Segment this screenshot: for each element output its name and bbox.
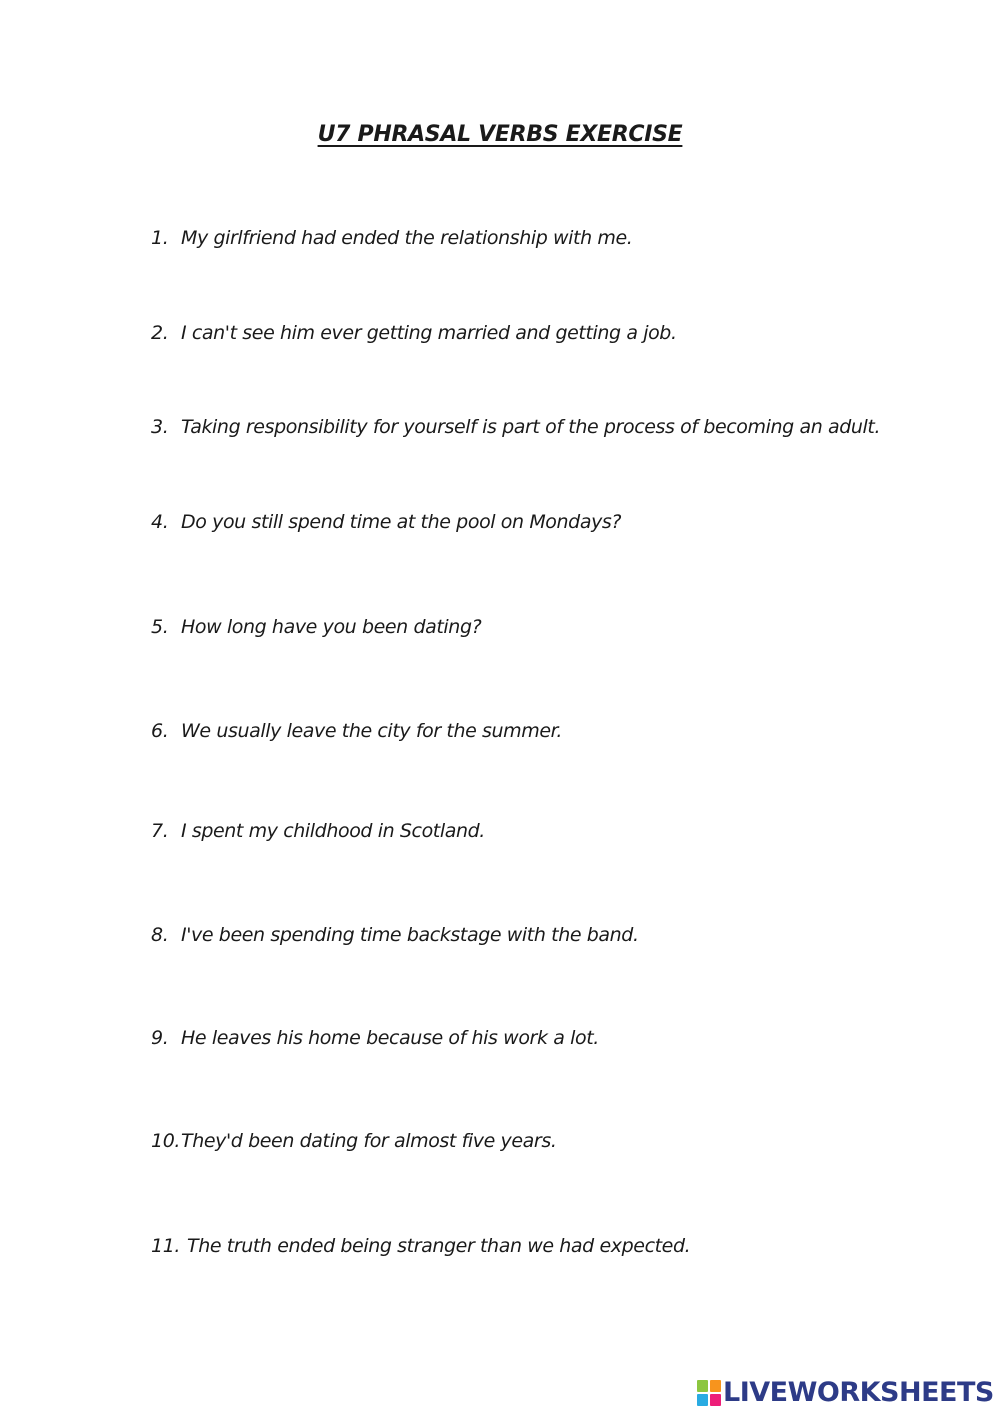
exercise-item-1 <box>151 223 951 253</box>
item-number: 5. <box>151 616 169 638</box>
logo-square-icon <box>697 1380 708 1392</box>
exercise-item-9 <box>151 1023 951 1053</box>
item-sentence: Taking responsibility for yourself is part of the process of becoming an adult. <box>181 416 881 438</box>
item-number: 3. <box>151 416 169 438</box>
page-title: U7 PHRASAL VERBS EXERCISE <box>317 122 683 147</box>
exercise-item-11 <box>151 1231 951 1261</box>
logo-square-icon <box>710 1394 721 1406</box>
exercise-item-5 <box>151 612 951 642</box>
item-number: 11. <box>151 1235 181 1257</box>
item-number: 7. <box>151 820 169 842</box>
item-number: 6. <box>151 720 169 742</box>
exercise-item-7 <box>151 816 951 846</box>
exercise-item-10 <box>151 1126 951 1156</box>
logo-square-icon <box>710 1380 721 1392</box>
item-number: 9. <box>151 1027 169 1049</box>
exercise-item-6 <box>151 716 951 746</box>
item-number: 1. <box>151 227 169 249</box>
item-sentence: My girlfriend had ended the relationship with me. <box>181 227 633 249</box>
logo-wordmark: LIVEWORKSHEETS <box>723 1377 994 1408</box>
item-number: 4. <box>151 511 169 533</box>
item-sentence: How long have you been dating? <box>181 616 482 638</box>
item-sentence: I spent my childhood in Scotland. <box>181 820 485 842</box>
exercise-item-2 <box>151 318 951 348</box>
item-sentence: Do you still spend time at the pool on Mondays? <box>181 511 622 533</box>
item-number: 2. <box>151 322 169 344</box>
item-sentence: I can't see him ever getting married and getting a job. <box>181 322 677 344</box>
exercise-item-4 <box>151 507 951 537</box>
exercise-item-8 <box>151 920 951 950</box>
item-sentence: We usually leave the city for the summer. <box>181 720 562 742</box>
item-sentence: The truth ended being stranger than we had expected. <box>187 1235 691 1257</box>
liveworksheets-logo <box>697 1377 994 1409</box>
item-number: 10. <box>151 1130 181 1152</box>
exercise-item-3 <box>151 412 951 442</box>
item-sentence: I've been spending time backstage with the band. <box>181 924 639 946</box>
item-sentence: He leaves his home because of his work a lot. <box>181 1027 599 1049</box>
item-sentence: They'd been dating for almost five years. <box>181 1130 557 1152</box>
item-number: 8. <box>151 924 169 946</box>
logo-mark-icon <box>697 1380 721 1406</box>
logo-square-icon <box>697 1394 708 1406</box>
